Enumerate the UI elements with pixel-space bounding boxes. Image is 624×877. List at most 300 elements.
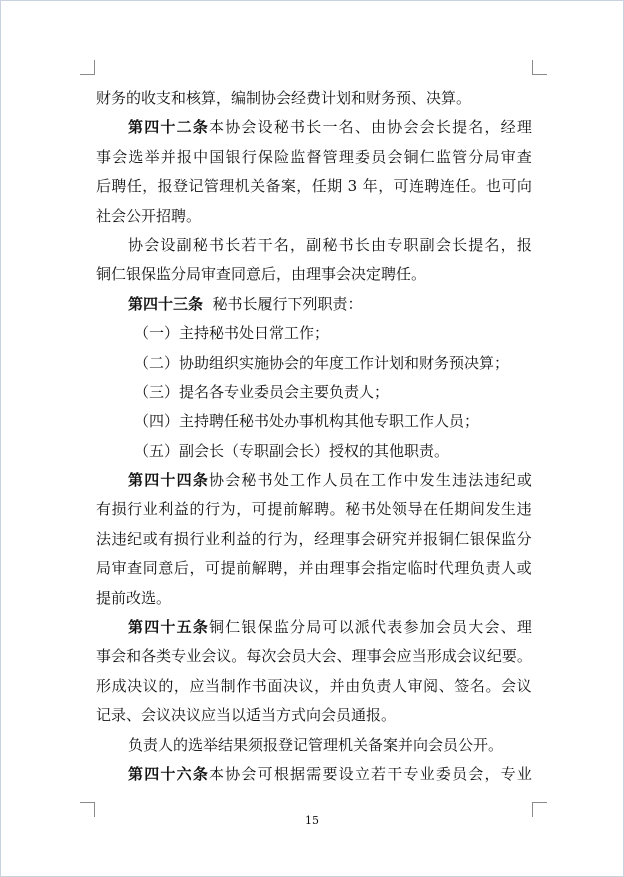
text-char: 会 bbox=[435, 235, 451, 254]
text-char: 益 bbox=[236, 529, 252, 548]
text-char: 的 bbox=[189, 500, 205, 519]
document-body bbox=[96, 84, 532, 789]
text-char: 可 bbox=[322, 618, 338, 637]
text-char: 或 bbox=[142, 529, 158, 548]
crop-mark-top-left bbox=[80, 60, 95, 75]
text-char: 发 bbox=[419, 471, 435, 490]
text-char: 协 bbox=[209, 471, 225, 490]
text-char: 监 bbox=[501, 529, 517, 548]
article-heading-char: 条 bbox=[192, 118, 208, 137]
text-line bbox=[96, 84, 532, 113]
text-char: 、 bbox=[438, 676, 454, 695]
text-char: 的 bbox=[251, 529, 267, 548]
text-char: 可 bbox=[251, 500, 267, 519]
text-char: 法 bbox=[96, 529, 112, 548]
text-char: 会 bbox=[419, 118, 435, 137]
text-char: 应 bbox=[189, 676, 205, 695]
text-char: 参 bbox=[403, 618, 419, 637]
text-char: 业 bbox=[205, 529, 221, 548]
text-char: 会 bbox=[201, 647, 217, 666]
text-char: 干 bbox=[387, 764, 403, 783]
text-char: 形 bbox=[96, 676, 112, 695]
text-char: 协 bbox=[225, 118, 241, 137]
text-char: 审 bbox=[111, 559, 127, 578]
article-heading-char: 条 bbox=[192, 618, 208, 637]
text-char: 。 bbox=[516, 647, 532, 666]
text-line bbox=[96, 290, 532, 319]
text-line bbox=[96, 172, 532, 201]
text-char: 若 bbox=[241, 235, 257, 254]
text-line bbox=[96, 701, 532, 730]
page-number: 15 bbox=[305, 814, 319, 827]
text-line bbox=[96, 731, 532, 760]
text-char: 向 bbox=[516, 177, 532, 196]
text-char: 长 bbox=[354, 235, 370, 254]
text-char: 若 bbox=[371, 764, 387, 783]
text-char: 铜 bbox=[403, 147, 419, 166]
text-char: 由 bbox=[345, 676, 361, 695]
article-heading-char: 条 bbox=[192, 471, 208, 490]
article-heading-char: 四 bbox=[144, 118, 160, 137]
text-char: 聘 bbox=[314, 500, 330, 519]
text-char: 研 bbox=[376, 529, 392, 548]
text-char: 提 bbox=[468, 235, 484, 254]
text-char: 当 bbox=[205, 676, 221, 695]
text-char: 指 bbox=[376, 559, 392, 578]
text-char: 期 bbox=[327, 177, 343, 196]
text-char: 议 bbox=[216, 647, 232, 666]
text-char: 发 bbox=[485, 500, 501, 519]
text-char: 类 bbox=[156, 647, 172, 666]
text-char: 间 bbox=[469, 500, 485, 519]
text-char: 理 bbox=[516, 118, 532, 137]
text-char: 解 bbox=[298, 500, 314, 519]
text-char: 书 bbox=[209, 235, 225, 254]
text-char: 提 bbox=[267, 500, 283, 519]
text-char: 在 bbox=[354, 471, 370, 490]
text-char: 3 bbox=[347, 177, 358, 196]
text-char: 职 bbox=[403, 235, 419, 254]
text-char: 报 bbox=[176, 147, 192, 166]
text-char: 国 bbox=[209, 147, 225, 166]
text-char: 名 bbox=[469, 676, 485, 695]
text-char: 铜 bbox=[438, 529, 454, 548]
article-heading-char: 条 bbox=[192, 764, 208, 783]
text-char: 专 bbox=[387, 235, 403, 254]
text-char: 由 bbox=[314, 559, 330, 578]
text-char: 违 bbox=[452, 471, 468, 490]
text-char: 法 bbox=[468, 471, 484, 490]
text-char: 副 bbox=[419, 235, 435, 254]
text-char: 员 bbox=[452, 618, 468, 637]
article-heading-char: 四 bbox=[144, 471, 160, 490]
text-char: 理 bbox=[329, 559, 345, 578]
text-line bbox=[96, 466, 532, 495]
text-line bbox=[96, 143, 532, 172]
line-text: 铜仁银保监分局审查同意后，由理事会决定聘任。 bbox=[96, 265, 427, 284]
text-char: 负 bbox=[360, 676, 376, 695]
text-char: 并 bbox=[298, 559, 314, 578]
text-char: 案 bbox=[280, 177, 296, 196]
text-char: 仁 bbox=[419, 147, 435, 166]
line-text: （二）协助组织实施协会的年度工作计划和财务预决算； bbox=[134, 353, 510, 372]
article-heading-char: 第 bbox=[128, 764, 144, 783]
text-char: 经 bbox=[500, 118, 516, 137]
text-char: 选 bbox=[128, 147, 144, 166]
text-char: 会 bbox=[468, 764, 484, 783]
text-char: 作 bbox=[387, 471, 403, 490]
text-char: 会 bbox=[381, 647, 397, 666]
text-char: 并 bbox=[329, 676, 345, 695]
text-char: ， bbox=[298, 529, 314, 548]
text-char: 制 bbox=[220, 676, 236, 695]
text-char: 登 bbox=[173, 177, 189, 196]
text-char: 各 bbox=[141, 647, 157, 666]
text-char: 加 bbox=[419, 618, 435, 637]
text-char: 大 bbox=[306, 647, 322, 666]
text-char: ， bbox=[236, 500, 252, 519]
text-char: 每 bbox=[246, 647, 262, 666]
text-char: 利 bbox=[220, 529, 236, 548]
text-char: 业 bbox=[516, 764, 532, 783]
text-char: 秘 bbox=[192, 235, 208, 254]
text-char: 会 bbox=[360, 529, 376, 548]
text-char: 会 bbox=[387, 147, 403, 166]
text-char: 会 bbox=[501, 676, 517, 695]
article-heading-char: 十 bbox=[160, 618, 176, 637]
text-char: 派 bbox=[354, 618, 370, 637]
text-char: 议 bbox=[298, 676, 314, 695]
text-char: 以 bbox=[338, 618, 354, 637]
text-char: 中 bbox=[193, 147, 209, 166]
text-char: 员 bbox=[371, 147, 387, 166]
text-char: 立 bbox=[354, 764, 370, 783]
text-char: 书 bbox=[251, 676, 267, 695]
text-char: 责 bbox=[485, 559, 501, 578]
article-heading-char: 十 bbox=[160, 471, 176, 490]
text-char: 领 bbox=[391, 500, 407, 519]
text-char: 会 bbox=[112, 147, 128, 166]
text-char: 名 bbox=[484, 235, 500, 254]
line-text: （一）主持秘书处日常工作； bbox=[134, 324, 330, 343]
text-char: 形 bbox=[426, 647, 442, 666]
text-char: 局 bbox=[306, 618, 322, 637]
text-char: 行 bbox=[205, 500, 221, 519]
text-char: 据 bbox=[290, 764, 306, 783]
text-char: 银 bbox=[225, 147, 241, 166]
text-char: ， bbox=[142, 177, 158, 196]
text-char: 书 bbox=[290, 118, 306, 137]
text-char: 保 bbox=[257, 147, 273, 166]
text-char: 签 bbox=[454, 676, 470, 695]
text-char: 审 bbox=[500, 147, 516, 166]
text-char: 、 bbox=[336, 647, 352, 666]
text-line bbox=[96, 495, 532, 524]
text-char: 在 bbox=[423, 500, 439, 519]
text-char: 议 bbox=[516, 676, 532, 695]
text-char: 纪 bbox=[500, 471, 516, 490]
text-char: ， bbox=[500, 235, 516, 254]
text-char: 任 bbox=[311, 177, 327, 196]
text-char: 副 bbox=[176, 235, 192, 254]
text-line bbox=[96, 319, 532, 348]
text-char: 理 bbox=[454, 559, 470, 578]
text-char: 后 bbox=[96, 177, 112, 196]
text-char: 仁 bbox=[225, 618, 241, 637]
text-char: 理 bbox=[338, 147, 354, 166]
text-line bbox=[96, 437, 532, 466]
text-char: 也 bbox=[486, 177, 502, 196]
text-char: 协 bbox=[387, 118, 403, 137]
text-line bbox=[96, 642, 532, 671]
text-char: 聘 bbox=[111, 177, 127, 196]
text-char: 长 bbox=[435, 118, 451, 137]
text-char: 监 bbox=[273, 618, 289, 637]
text-char: 定 bbox=[391, 559, 407, 578]
text-line bbox=[96, 349, 532, 378]
text-char: 管 bbox=[452, 147, 468, 166]
line-text: 负责人的选举结果须报登记管理机关备案并向会员公开。 bbox=[128, 735, 504, 754]
text-char: 连 bbox=[409, 177, 425, 196]
text-char: 长 bbox=[306, 118, 322, 137]
text-char: ， bbox=[484, 764, 500, 783]
text-char: 要 bbox=[501, 647, 517, 666]
text-char: 临 bbox=[407, 559, 423, 578]
text-char: 行 bbox=[267, 529, 283, 548]
text-char: 要 bbox=[322, 764, 338, 783]
text-char: 。 bbox=[470, 177, 486, 196]
text-char: 工 bbox=[371, 471, 387, 490]
text-char: 决 bbox=[127, 676, 143, 695]
text-char: 专 bbox=[171, 647, 187, 666]
text-char: 理 bbox=[516, 618, 532, 637]
text-char: 究 bbox=[391, 529, 407, 548]
text-char: 会 bbox=[241, 764, 257, 783]
text-char: 损 bbox=[173, 529, 189, 548]
text-char: 设 bbox=[257, 118, 273, 137]
text-line bbox=[96, 407, 532, 436]
article-heading-char: 第 bbox=[128, 471, 144, 490]
text-char: 会 bbox=[241, 118, 257, 137]
text-char: 秘 bbox=[273, 118, 289, 137]
text-char: 违 bbox=[484, 471, 500, 490]
text-line bbox=[96, 525, 532, 554]
text-char: 人 bbox=[391, 676, 407, 695]
text-char: 分 bbox=[290, 618, 306, 637]
text-char: 局 bbox=[484, 147, 500, 166]
text-char: 根 bbox=[273, 764, 289, 783]
text-char: 保 bbox=[485, 529, 501, 548]
text-char: 次 bbox=[261, 647, 277, 666]
text-char: 大 bbox=[468, 618, 484, 637]
article-heading-char: 二 bbox=[176, 118, 192, 137]
text-char: 仁 bbox=[454, 529, 470, 548]
text-char: 事 bbox=[366, 647, 382, 666]
text-char: 银 bbox=[469, 529, 485, 548]
text-char: 连 bbox=[439, 177, 455, 196]
text-char: 专 bbox=[500, 764, 516, 783]
text-char: 作 bbox=[236, 676, 252, 695]
text-char bbox=[343, 172, 348, 201]
text-char: 会 bbox=[111, 647, 127, 666]
text-char: 人 bbox=[322, 471, 338, 490]
text-char: 任 bbox=[455, 177, 471, 196]
text-char: 任 bbox=[438, 500, 454, 519]
text-char: 年 bbox=[362, 177, 378, 196]
line-text: （四）主持聘任秘书处办事机构其他专职工作人员； bbox=[134, 412, 480, 431]
text-char: 导 bbox=[407, 500, 423, 519]
text-char: 业 bbox=[186, 647, 202, 666]
text-char: 处 bbox=[273, 471, 289, 490]
text-char: 业 bbox=[142, 500, 158, 519]
text-char: 专 bbox=[403, 764, 419, 783]
text-char: 阅 bbox=[423, 676, 439, 695]
text-char: 副 bbox=[306, 235, 322, 254]
text-char: 聘 bbox=[424, 177, 440, 196]
text-char: 违 bbox=[516, 500, 532, 519]
text-char: 管 bbox=[322, 147, 338, 166]
text-char: 和 bbox=[126, 647, 142, 666]
text-char: 提 bbox=[220, 559, 236, 578]
text-char: 由 bbox=[371, 118, 387, 137]
text-char: 秘 bbox=[322, 235, 338, 254]
text-char: 意 bbox=[158, 559, 174, 578]
text-char: 。 bbox=[231, 647, 247, 666]
text-char: 生 bbox=[501, 500, 517, 519]
text-char: 有 bbox=[96, 500, 112, 519]
text-char: 管 bbox=[203, 177, 219, 196]
text-char: 本 bbox=[209, 118, 225, 137]
text-char: 会 bbox=[276, 647, 292, 666]
text-char: 分 bbox=[468, 147, 484, 166]
text-char: 险 bbox=[274, 147, 290, 166]
text-char: 可 bbox=[257, 764, 273, 783]
text-char: 协 bbox=[128, 235, 144, 254]
text-char: 查 bbox=[127, 559, 143, 578]
text-char: 或 bbox=[516, 559, 532, 578]
text-char: 查 bbox=[516, 147, 532, 166]
text-char: 会 bbox=[321, 647, 337, 666]
text-char: 记 bbox=[188, 177, 204, 196]
text-char: 理 bbox=[351, 647, 367, 666]
article-heading-char: 第 bbox=[128, 118, 144, 137]
text-char: 聘 bbox=[267, 559, 283, 578]
text-char: 设 bbox=[338, 764, 354, 783]
text-char: 代 bbox=[438, 559, 454, 578]
text-char: 局 bbox=[96, 559, 112, 578]
text-char: 理 bbox=[329, 529, 345, 548]
text-char: 中 bbox=[403, 471, 419, 490]
line-text: 社会公开招聘。 bbox=[96, 206, 202, 225]
text-char: 长 bbox=[452, 235, 468, 254]
text-char: 委 bbox=[435, 764, 451, 783]
text-char: 为 bbox=[282, 529, 298, 548]
text-char: 、 bbox=[354, 118, 370, 137]
line-text: 记录、会议决议应当以适当方式向会员通报。 bbox=[96, 706, 397, 725]
text-char: 报 bbox=[516, 235, 532, 254]
text-char: 解 bbox=[251, 559, 267, 578]
text-line bbox=[96, 202, 532, 231]
text-char: 监 bbox=[435, 147, 451, 166]
text-char: 前 bbox=[282, 500, 298, 519]
text-char: 面 bbox=[267, 676, 283, 695]
text-char: 会 bbox=[435, 618, 451, 637]
text-char: 员 bbox=[291, 647, 307, 666]
text-char: 可 bbox=[205, 559, 221, 578]
text-char: 前 bbox=[236, 559, 252, 578]
text-char: ， bbox=[290, 235, 306, 254]
article-heading-char: 十 bbox=[160, 764, 176, 783]
text-char: 会 bbox=[360, 559, 376, 578]
text-line bbox=[96, 378, 532, 407]
text-char: 议 bbox=[142, 676, 158, 695]
line-text: 秘书长履行下列职责： bbox=[203, 294, 363, 313]
text-char: 生 bbox=[435, 471, 451, 490]
text-char: 名 bbox=[338, 118, 354, 137]
text-char: 分 bbox=[516, 529, 532, 548]
text-char: 督 bbox=[306, 147, 322, 166]
text-char: 书 bbox=[257, 471, 273, 490]
text-char: 设 bbox=[160, 235, 176, 254]
article-heading-char: 十 bbox=[160, 118, 176, 137]
text-char: 会 bbox=[403, 118, 419, 137]
text-char: 负 bbox=[469, 559, 485, 578]
text-char: ， bbox=[282, 559, 298, 578]
text-char: 员 bbox=[338, 471, 354, 490]
text-char: 行 bbox=[127, 500, 143, 519]
text-char: 本 bbox=[209, 764, 225, 783]
text-char: 应 bbox=[396, 647, 412, 666]
text-char: 期 bbox=[454, 500, 470, 519]
text-char: 报 bbox=[423, 529, 439, 548]
text-char: 铜 bbox=[209, 618, 225, 637]
text-char: 事 bbox=[345, 559, 361, 578]
text-char: 工 bbox=[290, 471, 306, 490]
article-heading-char: 第 bbox=[128, 618, 144, 637]
text-char: 纪 bbox=[127, 529, 143, 548]
text-char: 益 bbox=[173, 500, 189, 519]
text-char: 纪 bbox=[486, 647, 502, 666]
article-heading-char: 四 bbox=[176, 471, 192, 490]
text-char: 举 bbox=[144, 147, 160, 166]
text-char: 行 bbox=[241, 147, 257, 166]
text-char: 并 bbox=[407, 529, 423, 548]
text-char bbox=[358, 172, 363, 201]
text-char: 当 bbox=[411, 647, 427, 666]
text-char: 利 bbox=[158, 500, 174, 519]
text-char: 决 bbox=[282, 676, 298, 695]
text-char: ， bbox=[484, 118, 500, 137]
text-char: 代 bbox=[371, 618, 387, 637]
text-char: 有 bbox=[158, 529, 174, 548]
text-char: 会 bbox=[456, 647, 472, 666]
text-char: 。 bbox=[329, 500, 345, 519]
article-heading-char: 四 bbox=[144, 618, 160, 637]
text-char: 并 bbox=[160, 147, 176, 166]
text-char: 秘 bbox=[345, 500, 361, 519]
text-char: 成 bbox=[111, 676, 127, 695]
text-char: 作 bbox=[306, 471, 322, 490]
text-char: 损 bbox=[111, 500, 127, 519]
text-char: 协 bbox=[225, 764, 241, 783]
text-char: 时 bbox=[423, 559, 439, 578]
text-char: 、 bbox=[500, 618, 516, 637]
text-char: 或 bbox=[516, 471, 532, 490]
text-char: 一 bbox=[322, 118, 338, 137]
text-char: 任 bbox=[126, 177, 142, 196]
text-char: 。 bbox=[485, 676, 501, 695]
text-char: 长 bbox=[225, 235, 241, 254]
